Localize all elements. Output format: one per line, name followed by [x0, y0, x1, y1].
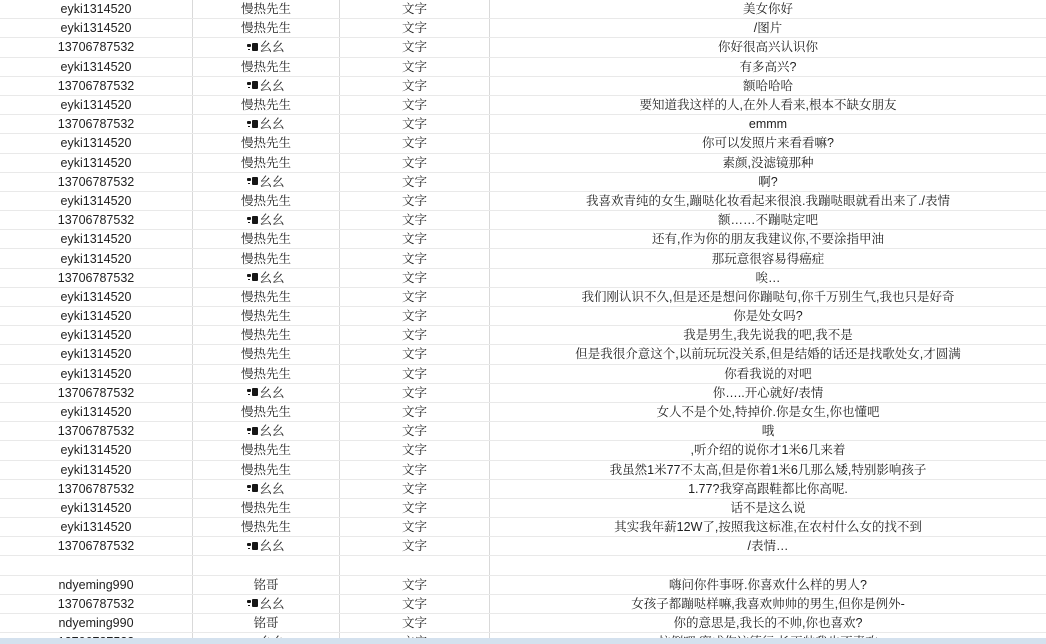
nickname-cell[interactable] [193, 422, 340, 440]
message-cell[interactable]: 我喜欢青纯的女生,蹦哒化妆看起来很浪.我蹦哒眼就看出来了./表情 [586, 193, 950, 208]
nickname-label: 幺幺 [259, 539, 285, 554]
message-cell[interactable]: 我们刚认识不久,但是还是想问你蹦哒句,你千万别生气,我也只是好奇 [581, 289, 955, 304]
table-row [0, 58, 1046, 77]
table-row [0, 441, 1046, 460]
message-cell[interactable]: 我虽然1米77不太高,但是你着1米6几那么矮,特别影响孩子 [609, 462, 927, 477]
message-type-cell[interactable]: 文字 [340, 576, 490, 594]
nickname-label: 慢热先生 [240, 21, 291, 36]
nickname-label: 幺幺 [259, 78, 285, 93]
message-type-cell[interactable]: 文字 [340, 307, 490, 325]
message-type-cell[interactable]: 文字 [340, 58, 490, 76]
table-row [0, 154, 1046, 173]
emoji-glyph-icon [247, 43, 258, 52]
message-type-cell[interactable]: 文字 [340, 595, 490, 613]
message-cell[interactable]: 话不是这么说 [730, 500, 806, 515]
message-cell[interactable]: 嗨问你件事呀.你喜欢什么样的男人? [669, 577, 867, 592]
message-type-cell[interactable]: 文字 [340, 96, 490, 114]
nickname-label: 慢热先生 [240, 59, 291, 74]
nickname-label: 慢热先生 [240, 98, 291, 113]
nickname-label: 铭哥 [253, 616, 279, 631]
account-id-cell[interactable]: eyki1314520 [0, 345, 193, 363]
message-cell[interactable]: 美女你好 [742, 2, 793, 17]
emoji-glyph-icon [247, 216, 258, 225]
message-cell[interactable]: 你是处女吗? [733, 309, 803, 324]
message-cell[interactable]: 你的意思是,我长的不帅,你也喜欢? [673, 616, 863, 631]
account-id-cell[interactable]: eyki1314520 [0, 326, 193, 344]
account-id-cell[interactable]: eyki1314520 [0, 461, 193, 479]
account-id-cell[interactable]: ndyeming990 [0, 614, 193, 632]
nickname-label: 慢热先生 [240, 500, 291, 515]
account-id-cell[interactable]: eyki1314520 [0, 518, 193, 536]
message-type-cell[interactable]: 文字 [340, 480, 490, 498]
table-row [0, 173, 1046, 192]
message-cell[interactable]: 额哈哈哈 [742, 78, 793, 93]
nickname-cell[interactable] [193, 307, 340, 325]
account-id-cell[interactable]: 13706787532 [0, 77, 193, 95]
message-type-cell[interactable]: 文字 [340, 192, 490, 210]
message-cell[interactable]: 其实我年薪12W了,按照我这标准,在农村什么女的找不到 [614, 520, 922, 535]
nickname-label: 慢热先生 [240, 328, 291, 343]
account-id-cell[interactable]: 13706787532 [0, 537, 193, 555]
message-type-cell[interactable]: 文字 [340, 614, 490, 632]
table-row [0, 518, 1046, 537]
nickname-label: 铭哥 [253, 577, 279, 592]
message-cell[interactable]: 你可以发照片来看看嘛? [702, 136, 834, 151]
table-row [0, 211, 1046, 230]
nickname-label: 慢热先生 [240, 520, 291, 535]
nickname-cell[interactable] [193, 576, 340, 594]
account-id-cell[interactable]: eyki1314520 [0, 403, 193, 421]
message-type-cell[interactable]: 文字 [340, 345, 490, 363]
nickname-cell[interactable] [193, 461, 340, 479]
nickname-cell[interactable] [193, 441, 340, 459]
nickname-cell[interactable] [193, 192, 340, 210]
account-id-cell[interactable]: eyki1314520 [0, 0, 193, 18]
message-cell[interactable]: 素颜,没滤镜那种 [722, 155, 814, 170]
table-row [0, 422, 1046, 441]
nickname-label: 幺幺 [259, 117, 285, 132]
nickname-label: 慢热先生 [240, 251, 291, 266]
nickname-cell[interactable] [193, 595, 340, 613]
nickname-label: 慢热先生 [240, 309, 291, 324]
account-id-cell[interactable]: 13706787532 [0, 422, 193, 440]
message-type-cell[interactable]: 文字 [340, 77, 490, 95]
message-cell[interactable]: emmm [748, 117, 788, 132]
table-row [0, 480, 1046, 499]
message-cell[interactable]: 你好很高兴认识你 [717, 40, 818, 55]
message-cell[interactable]: 但是我很介意这个,以前玩玩没关系,但是结婚的话还是找歌处女,才圆满 [575, 347, 961, 362]
message-cell[interactable]: 还有,作为你的朋友我建议你,不要涂指甲油 [652, 232, 884, 247]
account-id-cell[interactable]: eyki1314520 [0, 249, 193, 267]
message-type-cell[interactable]: 文字 [340, 365, 490, 383]
nickname-label: 慢热先生 [240, 136, 291, 151]
table-row [0, 230, 1046, 249]
message-cell[interactable]: 我是男生,我先说我的吧,我不是 [683, 328, 853, 343]
message-type-cell[interactable]: 文字 [340, 384, 490, 402]
table-row [0, 384, 1046, 403]
message-type-cell[interactable]: 文字 [340, 422, 490, 440]
account-id-cell[interactable]: 13706787532 [0, 38, 193, 56]
table-row [0, 269, 1046, 288]
message-type-cell[interactable]: 文字 [340, 269, 490, 287]
account-id-cell[interactable]: 13706787532 [0, 211, 193, 229]
nickname-label: 慢热先生 [240, 193, 291, 208]
nickname-label: 幺幺 [259, 270, 285, 285]
nickname-label: 慢热先生 [240, 443, 291, 458]
message-type-cell[interactable]: 文字 [340, 326, 490, 344]
table-row [0, 38, 1046, 57]
message-type-cell[interactable]: 文字 [340, 249, 490, 267]
nickname-cell[interactable] [193, 556, 340, 574]
nickname-cell[interactable] [193, 58, 340, 76]
message-type-cell[interactable]: 文字 [340, 173, 490, 191]
table-row [0, 461, 1046, 480]
nickname-label: 慢热先生 [240, 405, 291, 420]
emoji-glyph-icon [247, 120, 258, 129]
nickname-cell[interactable] [193, 211, 340, 229]
message-type-cell[interactable]: 文字 [340, 19, 490, 37]
message-cell[interactable]: 有多高兴? [739, 59, 797, 74]
message-cell[interactable]: 你…..开心就好/表情 [712, 385, 824, 400]
account-id-cell[interactable]: eyki1314520 [0, 192, 193, 210]
nickname-label: 幺幺 [259, 40, 285, 55]
emoji-glyph-icon [247, 484, 258, 493]
message-type-cell[interactable]: 文字 [340, 461, 490, 479]
account-id-cell[interactable]: 13706787532 [0, 115, 193, 133]
message-type-cell[interactable] [340, 556, 490, 574]
message-type-cell[interactable]: 文字 [340, 441, 490, 459]
nickname-cell[interactable] [193, 518, 340, 536]
account-id-cell[interactable]: eyki1314520 [0, 499, 193, 517]
horizontal-scrollbar[interactable] [0, 638, 1046, 644]
message-type-cell[interactable]: 文字 [340, 518, 490, 536]
account-id-cell[interactable]: 13706787532 [0, 269, 193, 287]
table-row [0, 192, 1046, 211]
nickname-cell[interactable] [193, 115, 340, 133]
table-row [0, 537, 1046, 556]
account-id-cell[interactable]: eyki1314520 [0, 154, 193, 172]
account-id-cell[interactable]: 13706787532 [0, 173, 193, 191]
table-row [0, 499, 1046, 518]
nickname-label: 幺幺 [259, 596, 285, 611]
account-id-cell[interactable] [0, 556, 193, 574]
account-id-cell[interactable]: eyki1314520 [0, 288, 193, 306]
message-cell[interactable]: 额……不蹦哒定吧 [717, 213, 818, 228]
account-id-cell[interactable]: 13706787532 [0, 384, 193, 402]
nickname-cell[interactable] [193, 614, 340, 632]
account-id-cell[interactable]: eyki1314520 [0, 441, 193, 459]
message-type-cell[interactable]: 文字 [340, 403, 490, 421]
message-cell[interactable]: 哦 [761, 424, 775, 439]
table-row [0, 96, 1046, 115]
account-id-cell[interactable]: eyki1314520 [0, 134, 193, 152]
message-type-cell[interactable]: 文字 [340, 537, 490, 555]
table-row [0, 0, 1046, 19]
emoji-glyph-icon [247, 427, 258, 436]
message-type-cell[interactable]: 文字 [340, 134, 490, 152]
table-row [0, 326, 1046, 345]
nickname-cell[interactable] [193, 154, 340, 172]
table-row [0, 614, 1046, 633]
account-id-cell[interactable]: eyki1314520 [0, 96, 193, 114]
message-cell[interactable]: 要知道我这样的人,在外人看来,根本不缺女朋友 [639, 98, 897, 113]
message-type-cell[interactable]: 文字 [340, 499, 490, 517]
emoji-glyph-icon [247, 599, 258, 608]
table-row [0, 345, 1046, 364]
nickname-cell[interactable] [193, 96, 340, 114]
message-type-cell[interactable]: 文字 [340, 230, 490, 248]
table-row [0, 556, 1046, 575]
nickname-label: 慢热先生 [240, 347, 291, 362]
emoji-glyph-icon [247, 177, 258, 186]
message-type-cell[interactable]: 文字 [340, 0, 490, 18]
message-cell[interactable]: 你看我说的对吧 [724, 366, 812, 381]
nickname-cell[interactable] [193, 499, 340, 517]
message-cell[interactable]: 女人不是个处,特掉价.你是女生,你也懂吧 [656, 405, 880, 420]
table-row [0, 134, 1046, 153]
nickname-label: 慢热先生 [240, 462, 291, 477]
message-type-cell[interactable]: 文字 [340, 288, 490, 306]
nickname-cell[interactable] [193, 134, 340, 152]
message-cell[interactable]: 1.77?我穿高跟鞋都比你高呢. [688, 481, 848, 496]
message-type-cell[interactable]: 文字 [340, 154, 490, 172]
table-row [0, 115, 1046, 134]
nickname-cell[interactable] [193, 326, 340, 344]
nickname-label: 慢热先生 [240, 289, 291, 304]
nickname-cell[interactable] [193, 19, 340, 37]
nickname-cell[interactable] [193, 537, 340, 555]
message-cell[interactable] [490, 556, 1046, 574]
nickname-cell[interactable] [193, 77, 340, 95]
account-id-cell[interactable]: ndyeming990 [0, 576, 193, 594]
nickname-cell[interactable] [193, 345, 340, 363]
table-row [0, 403, 1046, 422]
account-id-cell[interactable]: 13706787532 [0, 595, 193, 613]
account-id-cell[interactable]: 13706787532 [0, 480, 193, 498]
message-cell[interactable]: ,听介绍的说你才1米6几来着 [690, 443, 846, 458]
account-id-cell[interactable]: eyki1314520 [0, 58, 193, 76]
message-cell[interactable]: 那玩意很容易得癌症 [711, 251, 825, 266]
message-type-cell[interactable]: 文字 [340, 211, 490, 229]
table-row [0, 307, 1046, 326]
nickname-cell[interactable] [193, 38, 340, 56]
nickname-label: 幺幺 [259, 481, 285, 496]
nickname-cell[interactable] [193, 480, 340, 498]
emoji-glyph-icon [247, 273, 258, 282]
nickname-cell[interactable] [193, 230, 340, 248]
message-cell[interactable]: /表情… [747, 539, 789, 554]
emoji-glyph-icon [247, 542, 258, 551]
emoji-glyph-icon [247, 388, 258, 397]
message-type-cell[interactable]: 文字 [340, 115, 490, 133]
table-row [0, 595, 1046, 614]
nickname-cell[interactable] [193, 288, 340, 306]
account-id-cell[interactable]: eyki1314520 [0, 307, 193, 325]
nickname-cell[interactable] [193, 269, 340, 287]
message-cell[interactable]: 唉… [755, 270, 781, 285]
table-row [0, 77, 1046, 96]
nickname-label: 慢热先生 [240, 232, 291, 247]
nickname-label: 幺幺 [259, 385, 285, 400]
table-row [0, 249, 1046, 268]
message-cell[interactable]: 女孩子都蹦哒样嘛,我喜欢帅帅的男生,但你是例外- [631, 596, 905, 611]
nickname-cell[interactable] [193, 384, 340, 402]
nickname-label: 幺幺 [259, 424, 285, 439]
table-row [0, 365, 1046, 384]
nickname-label: 慢热先生 [240, 366, 291, 381]
nickname-label: 慢热先生 [240, 155, 291, 170]
nickname-label: 慢热先生 [240, 2, 291, 17]
message-type-cell[interactable]: 文字 [340, 38, 490, 56]
nickname-cell[interactable] [193, 173, 340, 191]
table-row [0, 19, 1046, 38]
account-id-cell[interactable]: eyki1314520 [0, 19, 193, 37]
account-id-cell[interactable]: eyki1314520 [0, 230, 193, 248]
table-row [0, 576, 1046, 595]
nickname-label: 幺幺 [259, 174, 285, 189]
table-row [0, 288, 1046, 307]
nickname-cell[interactable] [193, 249, 340, 267]
nickname-cell[interactable] [193, 0, 340, 18]
nickname-label: 幺幺 [259, 213, 285, 228]
message-cell[interactable]: 啊? [758, 174, 778, 189]
account-id-cell[interactable]: eyki1314520 [0, 365, 193, 383]
nickname-cell[interactable] [193, 365, 340, 383]
message-cell[interactable]: /图片 [753, 21, 783, 36]
nickname-cell[interactable] [193, 403, 340, 421]
emoji-glyph-icon [247, 81, 258, 90]
